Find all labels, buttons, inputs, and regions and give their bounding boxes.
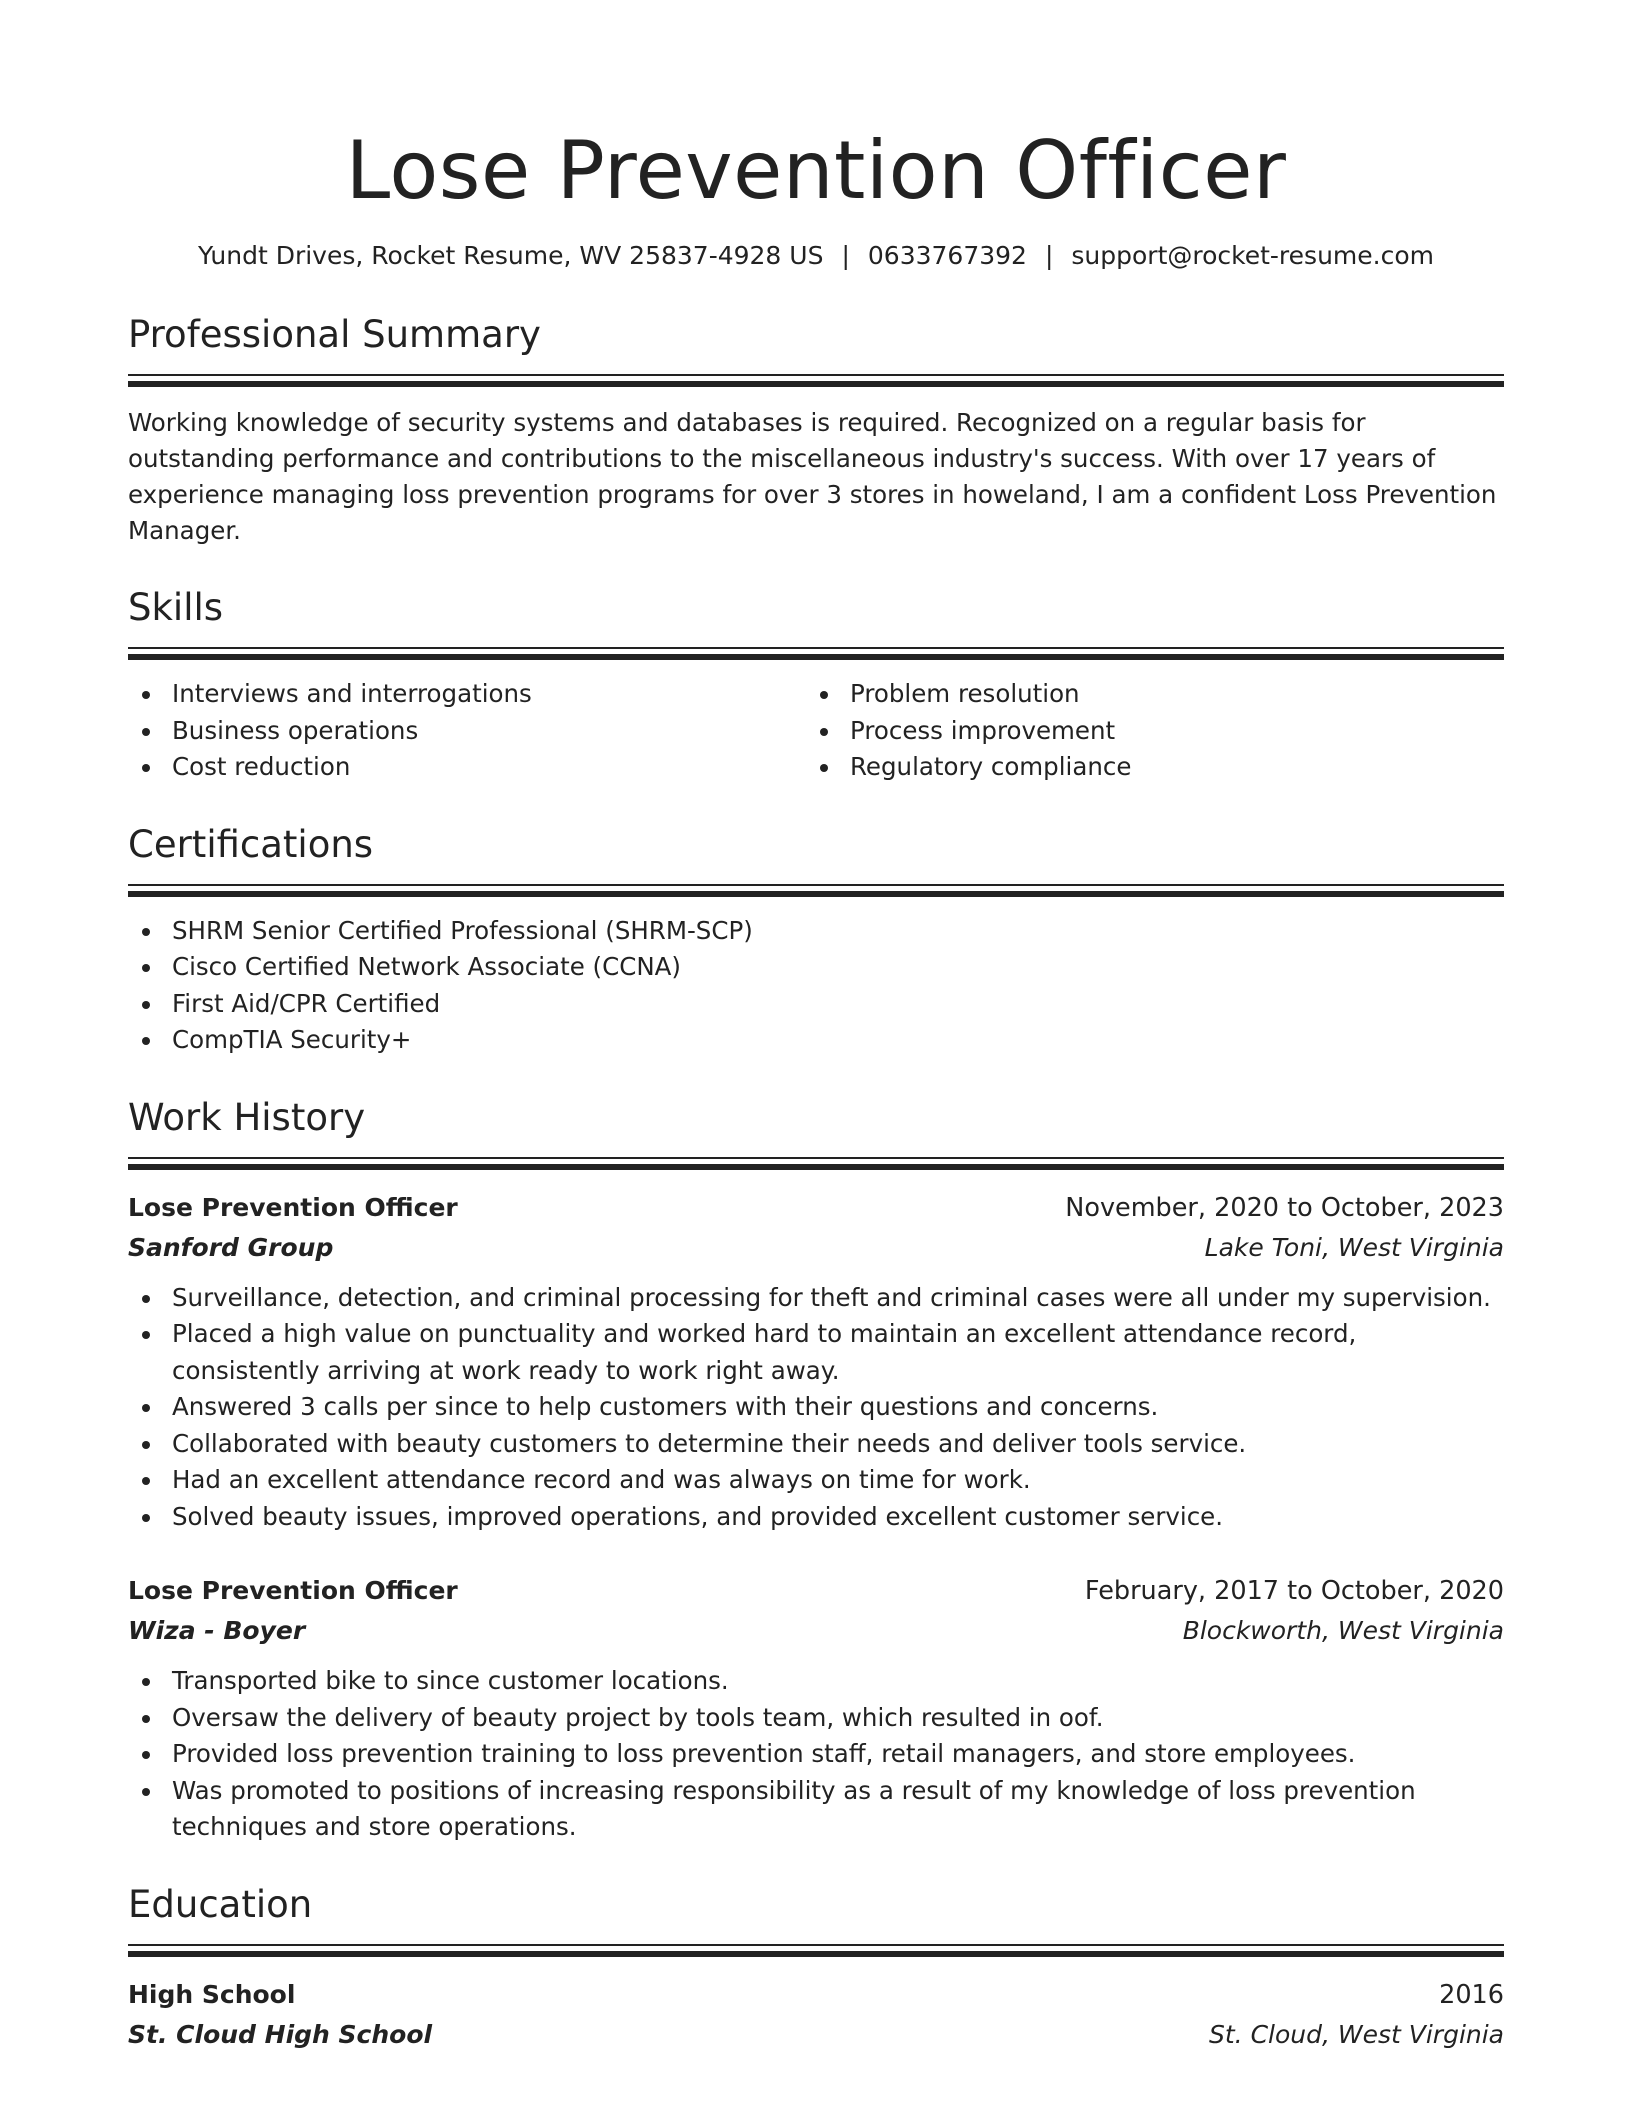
education-subheader [128, 2015, 1504, 2055]
job-dates: November, 2020 to October, 2023 [1065, 1192, 1504, 1223]
skill-item: Problem resolution [806, 676, 1484, 713]
certification-item: SHRM Senior Certified Professional (SHRM-SCP) [128, 913, 1504, 950]
job-company: Wiza - Boyer [128, 1616, 306, 1645]
contact-separator: | [841, 241, 850, 270]
education-location: St. Cloud, West Virginia [1209, 2019, 1504, 2049]
section-divider [128, 374, 1504, 387]
education-year: 2016 [1439, 1979, 1504, 2010]
skill-item: Cost reduction [128, 749, 806, 786]
job-entry [128, 1571, 1504, 1846]
skill-item: Business operations [128, 713, 806, 750]
job-subheader [128, 1228, 1504, 1268]
skill-item: Process improvement [806, 713, 1484, 750]
job-subheader [128, 1611, 1504, 1651]
job-bullet: Provided loss prevention training to loss prevention staff, retail managers, and store employees. [128, 1736, 1504, 1773]
summary-section [128, 310, 1504, 387]
skills-grid [128, 676, 1504, 786]
certification-item: CompTIA Security+ [128, 1022, 1504, 1059]
job-bullet: Oversaw the delivery of beauty project by tools team, which resulted in oof. [128, 1700, 1504, 1737]
certification-item: First Aid/CPR Certified [128, 986, 1504, 1023]
education-school: St. Cloud High School [128, 2019, 433, 2049]
certifications-section [128, 820, 1504, 897]
skills-list-right [806, 676, 1484, 786]
job-bullet: Solved beauty issues, improved operations, and provided excellent customer service. [128, 1499, 1504, 1536]
section-divider [128, 1157, 1504, 1170]
job-bullet: Had an excellent attendance record and was always on time for work. [128, 1462, 1504, 1499]
job-header [128, 1188, 1504, 1228]
certification-item: Cisco Certified Network Associate (CCNA) [128, 949, 1504, 986]
skill-item: Interviews and interrogations [128, 676, 806, 713]
job-title: Lose Prevention Officer [128, 1576, 458, 1605]
job-bullets [128, 1663, 1504, 1846]
education-header [128, 1975, 1504, 2015]
certifications-list [128, 913, 1504, 1059]
contact-separator: | [1044, 241, 1054, 270]
job-bullet: Placed a high value on punctuality and worked hard to maintain an excellent attendance record, consistently arriving at work ready to work right away. [128, 1316, 1504, 1389]
education-degree: High School [128, 1979, 296, 2009]
skills-list-left [128, 676, 806, 786]
section-title-summary: Professional Summary [128, 313, 541, 356]
section-divider [128, 1944, 1504, 1957]
contact-line [128, 238, 1504, 274]
contact-phone: 0633767392 [867, 241, 1027, 270]
job-title: Lose Prevention Officer [128, 1192, 458, 1222]
job-bullet: Answered 3 calls per since to help customers with their questions and concerns. [128, 1389, 1504, 1426]
skill-item: Regulatory compliance [806, 749, 1484, 786]
job-location: Blockworth, West Virginia [1182, 1616, 1504, 1645]
job-bullet: Was promoted to positions of increasing responsibility as a result of my knowledge of loss prevention techniques and store operations. [128, 1773, 1504, 1846]
job-bullet: Surveillance, detection, and criminal processing for theft and criminal cases were all under my supervision. [128, 1280, 1504, 1317]
education-entry [128, 1975, 1504, 2055]
education-section [128, 1880, 1504, 1957]
job-entry [128, 1188, 1504, 1536]
summary-text: Working knowledge of security systems and databases is required. Recognized on a regular basis for outstanding performance and contributions to the miscellaneous industry's success. With over 17 years of experience managing loss prevention programs for over 3 stores in howeland, I am a confident Loss Prevention Manager. [128, 408, 1497, 545]
section-title-certifications: Certifications [128, 822, 374, 866]
section-title-education: Education [128, 1882, 313, 1926]
contact-address: Yundt Drives, Rocket Resume, WV 25837-4928 US [197, 241, 824, 270]
section-title-work-history: Work History [128, 1095, 366, 1139]
skills-section [128, 583, 1504, 660]
section-title-skills: Skills [128, 586, 224, 629]
job-header [128, 1571, 1504, 1611]
job-location: Lake Toni, West Virginia [1204, 1232, 1504, 1262]
job-bullets [128, 1280, 1504, 1536]
section-divider [128, 884, 1504, 897]
job-bullet: Collaborated with beauty customers to determine their needs and deliver tools service. [128, 1426, 1504, 1463]
job-dates: February, 2017 to October, 2020 [1084, 1576, 1504, 1606]
section-divider [128, 647, 1504, 660]
job-company: Sanford Group [128, 1232, 334, 1262]
resume-title: Lose Prevention Officer [345, 124, 1287, 217]
contact-email: support@rocket-resume.com [1071, 241, 1434, 270]
work-history-section [128, 1093, 1504, 1170]
job-bullet: Transported bike to since customer locations. [128, 1663, 1504, 1700]
